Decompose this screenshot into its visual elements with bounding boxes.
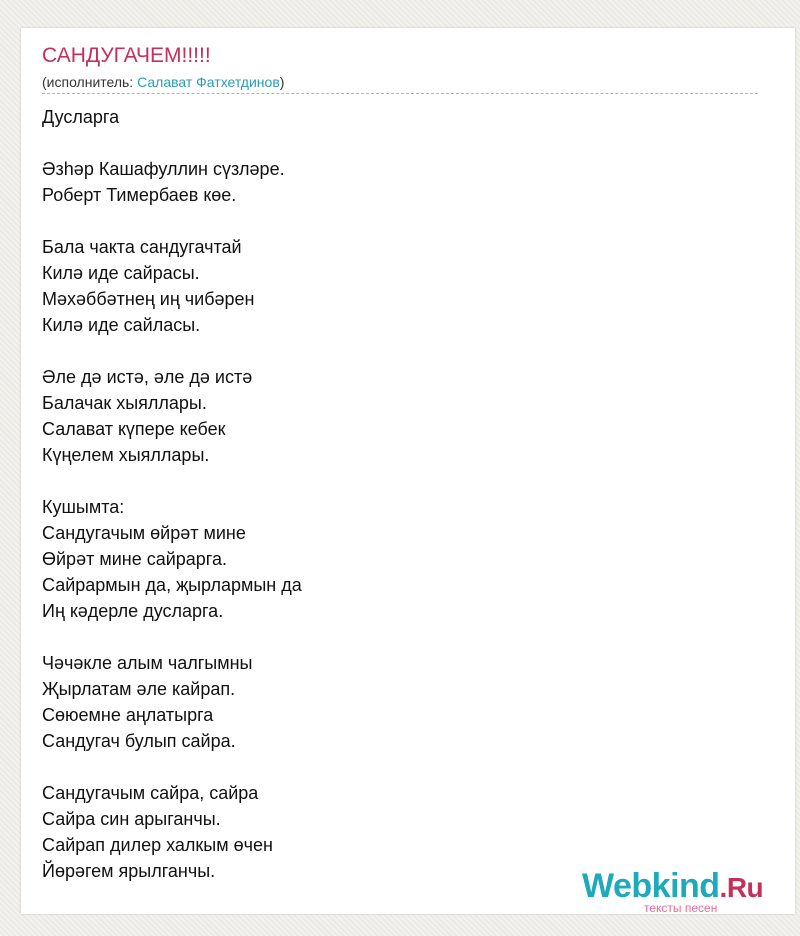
lyric-line: Күңелем хыяллары. [42, 445, 210, 465]
song-title: САНДУГАЧЕМ!!!!! [42, 44, 211, 67]
lyric-line: Салават күпере кебек [42, 419, 226, 439]
lyric-line: Дусларга [42, 107, 120, 127]
lyric-line: Кушымта: [42, 497, 125, 517]
lyric-line: Килә иде сайласы. [42, 315, 201, 335]
stanza-gap [42, 338, 742, 364]
stanza-gap [42, 754, 742, 780]
lyric-line: Балачак хыяллары. [42, 393, 207, 413]
logo-name: Webkind [582, 867, 720, 905]
stanza-gap [42, 208, 742, 234]
lyric-line: Мәхәббәтнең иң чибәрен [42, 289, 255, 309]
lyric-line: Сандугачым өйрәт мине [42, 523, 246, 543]
lyric-line: Җырлатам әле кайрап. [42, 679, 236, 699]
stanza-gap [42, 130, 742, 156]
lyric-line: Сайрармын да, җырлармын да [42, 575, 302, 595]
lyric-line: Килә иде сайрасы. [42, 263, 200, 283]
lyric-line: Сөюемне аңлатырга [42, 705, 214, 725]
lyric-line: Роберт Тимербаев көе. [42, 185, 237, 205]
lyrics-card [21, 28, 795, 914]
performer-line [42, 73, 284, 91]
lyric-line: Әзһәр Кашафуллин сүзләре. [42, 159, 285, 179]
lyric-line: Сайрап дилер халкым өчен [42, 835, 273, 855]
lyric-line: Сандугач булып сайра. [42, 731, 236, 751]
stanza-gap [42, 624, 742, 650]
header-divider [42, 93, 758, 94]
lyric-line: Чәчәкле алым чалгымны [42, 653, 253, 673]
lyrics-text [42, 104, 742, 884]
lyric-line: Йөрәгем ярылганчы. [42, 861, 216, 881]
lyric-line: Әле дә истә, әле дә истә [42, 367, 253, 387]
artist-link[interactable]: Салават Фатхетдинов [137, 74, 280, 90]
lyric-line: Бала чакта сандугачтай [42, 237, 242, 257]
lyric-line: Сайра син арыганчы. [42, 809, 221, 829]
performer-prefix: (исполнитель: [42, 74, 138, 90]
site-logo[interactable] [582, 866, 782, 914]
lyric-line: Иң кәдерле дусларга. [42, 601, 224, 621]
lyric-line: Өйрәт мине сайрарга. [42, 549, 227, 569]
performer-suffix: ) [279, 74, 285, 90]
lyric-line: Сандугачым сайра, сайра [42, 783, 259, 803]
logo-tagline: тексты песен [644, 901, 718, 915]
stanza-gap [42, 468, 742, 494]
logo-tld: .Ru [719, 872, 764, 903]
